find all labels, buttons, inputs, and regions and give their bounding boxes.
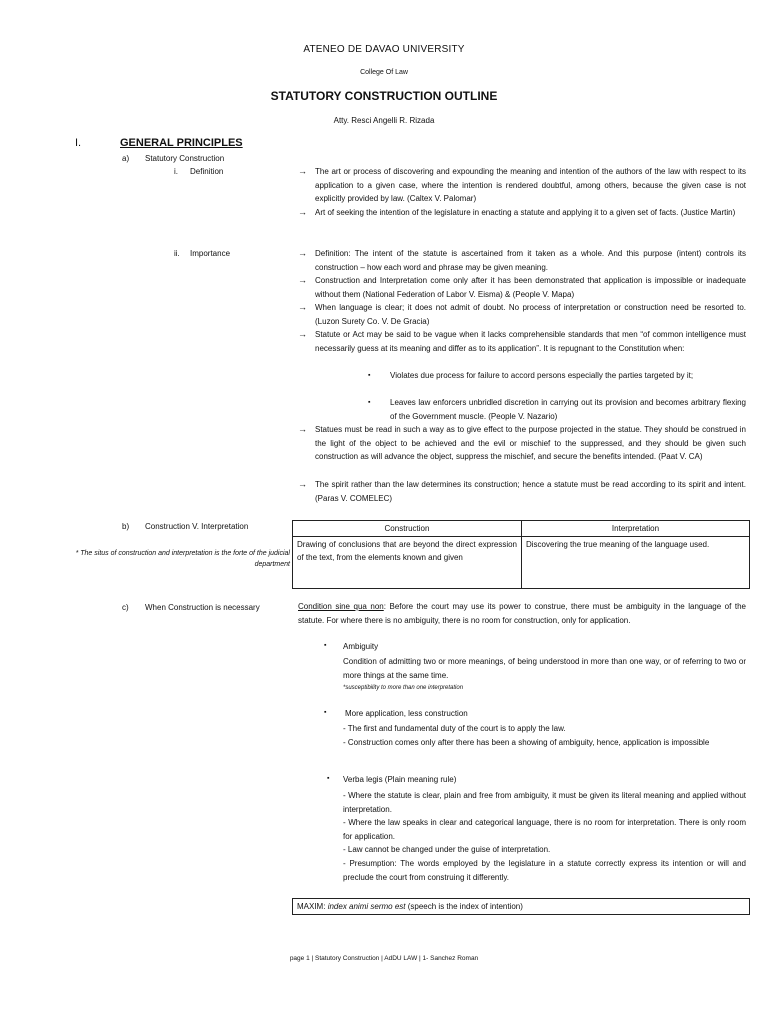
verba-legis-line: - Presumption: The words employed by the legislature in a statute correctly express its intention or will and preclude the court from construing it differently.	[343, 859, 746, 882]
sub-i-title: Definition	[190, 167, 224, 176]
sub-ii-label: ii.	[174, 249, 180, 258]
importance-item	[298, 328, 746, 355]
ambiguity-heading: Ambiguity	[343, 642, 379, 651]
arrow-icon: →	[298, 329, 307, 339]
definition-text: The art or process of discovering and expounding the meaning and intention of the authors of the law with respect to its application to a given case, where the intention is rendered doubtful, among others, because the given case is not explicitly provided by law. (Caltex V. Palomar)	[315, 167, 746, 203]
definition-item	[298, 165, 746, 206]
more-application-heading: More application, less construction	[345, 709, 468, 718]
comparison-table	[292, 520, 750, 589]
table-row	[293, 537, 750, 589]
maxim-box	[292, 898, 750, 915]
sub-a-title: Statutory Construction	[145, 154, 225, 163]
more-application-line: - Construction comes only after there has been a showing of ambiguity, hence, application is impossible	[343, 738, 710, 747]
importance-text: Statues must be read in such a way as to give effect to the purpose projected in the statue. They should be construed in the light of the object to be achieved and the evil or mischief to the suppressed, and they should be given such construction as will advance the object, suppress the mischief, and secure the benefits intended. (Paat V. CA)	[315, 425, 746, 461]
square-bullet-icon: ▪	[327, 775, 330, 782]
arrow-icon: →	[298, 479, 307, 489]
condition-term: Condition sine qua non	[298, 602, 384, 611]
author-name: Atty. Resci Angelli R. Rizada	[333, 116, 435, 125]
arrow-icon: →	[298, 166, 307, 176]
side-note: * The situs of construction and interpretation is the forte of the judicial department	[75, 550, 290, 568]
sub-bullet-item	[368, 369, 746, 383]
verba-legis-line: - Law cannot be changed under the guise of interpretation.	[343, 845, 551, 854]
maxim-translation: (speech is the index of intention)	[407, 902, 523, 911]
square-bullet-icon: ▪	[368, 372, 371, 379]
definition-item	[298, 206, 746, 220]
importance-item	[298, 301, 746, 328]
table-cell: Discovering the true meaning of the language used.	[522, 537, 750, 589]
importance-item	[298, 478, 746, 505]
arrow-icon: →	[298, 424, 307, 434]
maxim-label: MAXIM:	[297, 902, 326, 911]
square-bullet-icon: ▪	[368, 399, 371, 406]
importance-text: The spirit rather than the law determines its construction; hence a statute must be read according to its spirit and intent. (Paras V. COMELEC)	[315, 480, 746, 503]
importance-text: When language is clear; it does not admit of doubt. No process of interpretation or construction need be resorted to. (Luzon Surety Co. V. De Gracia)	[315, 303, 746, 326]
ambiguity-note: *susceptibility to more than one interpretation	[343, 685, 464, 691]
importance-item	[298, 274, 746, 301]
document-title: STATUTORY CONSTRUCTION OUTLINE	[270, 89, 498, 103]
importance-item	[298, 247, 746, 274]
sub-bullet-item	[368, 396, 746, 423]
arrow-icon: →	[298, 275, 307, 285]
square-bullet-icon: ▪	[324, 709, 327, 716]
condition-text: : Before the court may use its power to construe, there must be ambiguity in the language of the statute. For where there is no ambiguity, there is no room for construction, only for application.	[298, 602, 747, 625]
sub-a-label: a)	[122, 154, 130, 163]
table-header-cell: Construction	[293, 521, 522, 537]
ambiguity-text: Condition of admitting two or more meanings, of being understood in more than one way, or of referring to two or more things at the same time.	[343, 657, 746, 680]
sub-ii-title: Importance	[190, 249, 231, 258]
college-name: College Of Law	[360, 69, 408, 76]
table-header-row	[293, 521, 750, 537]
sub-b-label: b)	[122, 522, 130, 531]
importance-text: Definition: The intent of the statute is ascertained from it taken as a whole. And this purpose (intent) controls its construction – how each word and phrase may be given meaning.	[315, 249, 746, 272]
table-header-cell: Interpretation	[522, 521, 750, 537]
verba-legis-line: - Where the statute is clear, plain and free from ambiguity, it must be given its literal meaning and applied without interpretation.	[343, 791, 746, 814]
verba-legis-heading: Verba legis (Plain meaning rule)	[343, 775, 457, 784]
importance-text: Statute or Act may be said to be vague when it lacks comprehensible standards that men “of common intelligence must necessarily guess at its meaning and differ as to its application”. It is repugnant to the Constitution when:	[315, 330, 746, 353]
arrow-icon: →	[298, 207, 307, 217]
maxim-latin: index animi sermo est	[327, 902, 406, 911]
sub-b-title: Construction V. Interpretation	[145, 522, 249, 531]
verba-legis-line: - Where the law speaks in clear and categorical language, there is no room for interpretation. There is only room for application.	[343, 818, 746, 841]
condition-paragraph	[298, 600, 746, 627]
sub-bullet-text: Violates due process for failure to accord persons especially the parties targeted by it;	[390, 371, 694, 380]
importance-text: Construction and Interpretation come only after it has been demonstrated that application is impossible or inadequate without them (National Federation of Labor V. Eisma) & (People V. Mapa)	[315, 276, 746, 299]
section-numeral: I.	[75, 137, 82, 149]
more-application-line: - The first and fundamental duty of the court is to apply the law.	[343, 724, 566, 733]
importance-item	[298, 423, 746, 464]
arrow-icon: →	[298, 302, 307, 312]
section-heading: GENERAL PRINCIPLES	[120, 137, 243, 149]
sub-i-label: i.	[174, 167, 178, 176]
sub-c-label: c)	[122, 603, 129, 612]
sub-c-title: When Construction is necessary	[145, 603, 260, 612]
page-footer: page 1 | Statutory Construction | AdDU LAW | 1- Sanchez Roman	[289, 955, 479, 962]
definition-text: Art of seeking the intention of the legislature in enacting a statute and applying it to a given set of facts. (Justice Martin)	[315, 208, 736, 217]
table-cell: Drawing of conclusions that are beyond the direct expression of the text, from the elements known and given	[293, 537, 522, 589]
sub-bullet-text: Leaves law enforcers unbridled discretion in carrying out its provision and becomes arbitrary flexing of the Government muscle. (People V. Nazario)	[390, 398, 746, 421]
university-name: ATENEO DE DAVAO UNIVERSITY	[303, 44, 465, 55]
arrow-icon: →	[298, 248, 307, 258]
square-bullet-icon: ▪	[324, 642, 327, 649]
